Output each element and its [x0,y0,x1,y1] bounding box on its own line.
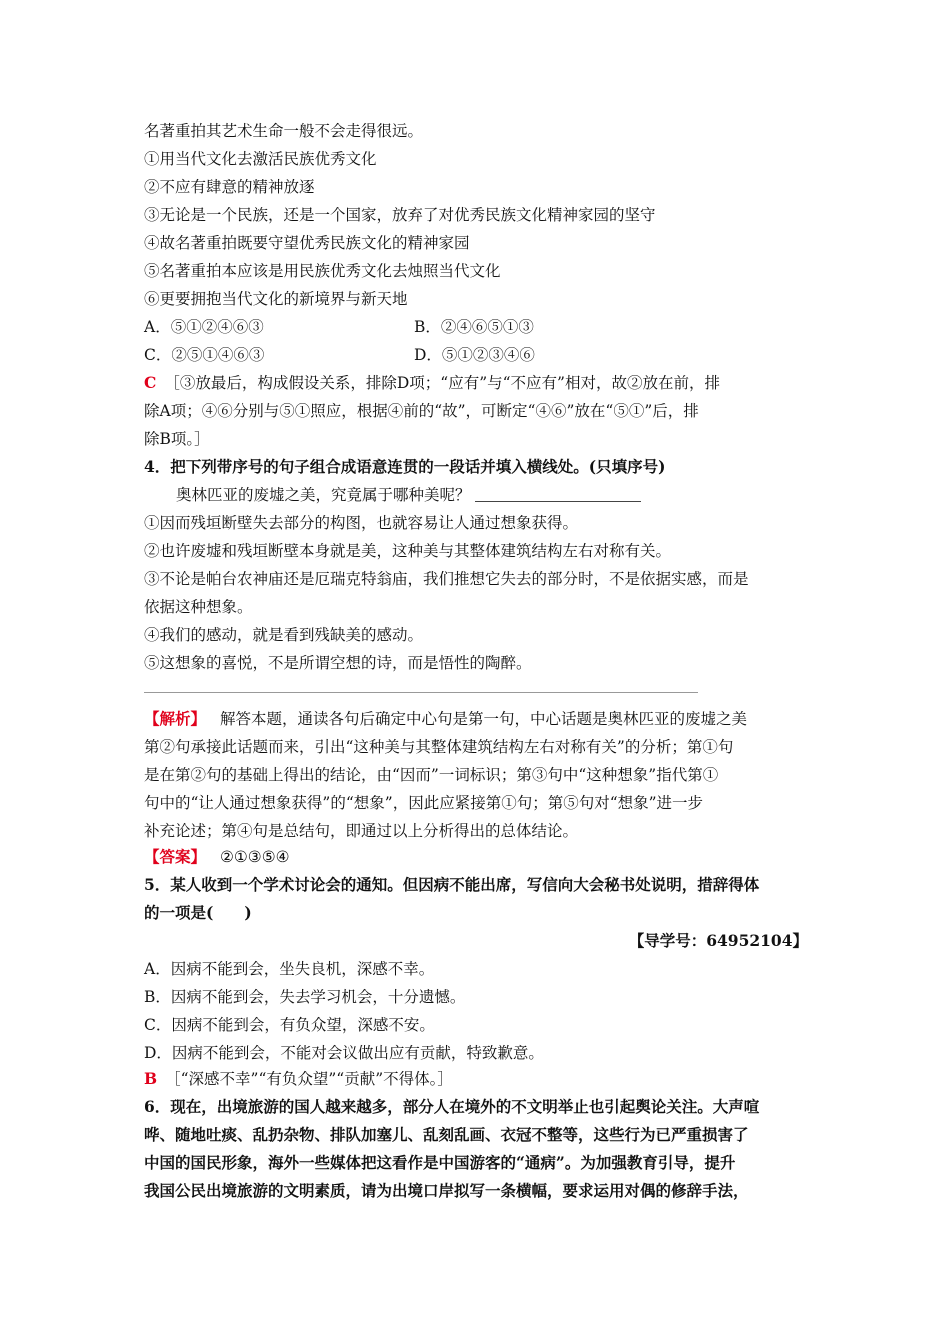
q5-guide-number: 【导学号：64952104】 [628,931,808,950]
q4-analysis-2: 第②句承接此话题而来，引出“这种美与其整体建筑结构左右对称有关”的分析；第①句 [144,738,734,756]
q4-analysis-5: 补充论述；第④句是总结句，即通过以上分析得出的总体结论。 [144,822,579,840]
analysis-tag: 【解析】 [144,709,207,728]
q4-item-4: ④我们的感动，就是看到残缺美的感动。 [144,626,424,644]
q4-prompt-line [176,484,641,506]
q3-option-c: C．②⑤①④⑥③ [144,346,265,364]
q5-stem-1: 5．某人收到一个学术讨论会的通知。但因病不能出席，写信向大会秘书处说明，措辞得体 [144,875,760,894]
q3-item-1: ①用当代文化去激活民族优秀文化 [144,150,377,168]
q5-stem-2: 的一项是( ) [144,903,252,922]
q4-analysis-1: 解答本题，通读各句后确定中心句是第一句，中心话题是奥林匹亚的废墟之美 [220,710,748,728]
q3-explanation-3: 除B项。］ [144,430,210,448]
q3-option-b: B．②④⑥⑤①③ [414,318,534,336]
q4-item-2: ②也许废墟和残垣断壁本身就是美，这种美与其整体建筑结构左右对称有关。 [144,542,672,560]
q5-option-a: A．因病不能到会，坐失良机，深感不幸。 [144,960,435,978]
q6-line-4: 我国公民出境旅游的文明素质，请为出境口岸拟写一条横幅，要求运用对偶的修辞手法， [144,1181,749,1200]
q3-item-6: ⑥更要拥抱当代文化的新境界与新天地 [144,290,408,308]
q4-item-5: ⑤这想象的喜悦，不是所谓空想的诗，而是悟性的陶醉。 [144,654,532,672]
q3-explanation-1: ［③放最后，构成假设关系，排除D项；“应有”与“不应有”相对，故②放在前，排 [164,374,720,392]
q3-option-a: A．⑤①②④⑥③ [144,318,264,336]
q4-item-3: ③不论是帕台农神庙还是厄瑞克特翁庙，我们推想它失去的部分时，不是依据实感，而是 [144,570,749,588]
q3-answer-letter: C [144,373,157,392]
q6-line-2: 哗、随地吐痰、乱扔杂物、排队加塞儿、乱刻乱画、衣冠不整等，这些行为已严重损害了 [144,1125,749,1144]
q6-line-3: 中国的国民形象，海外一些媒体把这看作是中国游客的“通病”。为加强教育引导，提升 [144,1153,736,1172]
q5-answer-letter: B [144,1069,158,1088]
q5-option-c: C．因病不能到会，有负众望，深感不安。 [144,1016,435,1034]
q5-option-d: D．因病不能到会，不能对会议做出应有贡献，特致歉意。 [144,1044,544,1062]
q3-item-5: ⑤名著重拍本应该是用民族优秀文化去烛照当代文化 [144,262,501,280]
q5-answer-line [144,1068,453,1090]
q4-prompt: 奥林匹亚的废墟之美，究竟属于哪种美呢？ [176,486,471,504]
q4-analysis-line-1 [144,708,747,730]
q3-item-3: ③无论是一个民族，还是一个国家，放弃了对优秀民族文化精神家园的坚守 [144,206,656,224]
q4-answer-line [144,846,290,868]
q6-line-1: 6．现在，出境旅游的国人越来越多，部分人在境外的不文明举止也引起舆论关注。大声喧 [144,1097,760,1116]
q3-item-2: ②不应有肆意的精神放逐 [144,178,315,196]
q4-item-3-cont: 依据这种想象。 [144,598,253,616]
q3-item-4: ④故名著重拍既要守望优秀民族文化的精神家园 [144,234,470,252]
q5-explanation: ［“深感不幸”“有负众望”“贡献”不得体。］ [165,1070,453,1088]
q3-answer-line [144,372,720,394]
q4-analysis-4: 句中的“让人通过想象获得”的“想象”，因此应紧接第①句；第⑤句对“想象”进一步 [144,794,704,812]
q4-analysis-3: 是在第②句的基础上得出的结论，由“因而”一词标识；第③句中“这种想象”指代第① [144,766,719,784]
q4-stem: 4．把下列带序号的句子组合成语意连贯的一段话并填入横线处。(只填序号) [144,457,666,476]
q3-option-d: D．⑤①②③④⑥ [414,346,535,364]
q4-item-1: ①因而残垣断壁失去部分的构图，也就容易让人通过想象获得。 [144,514,579,532]
answer-tag: 【答案】 [144,847,207,866]
q4-answer: ②①③⑤④ [220,848,290,866]
q4-answer-blank [475,485,641,502]
section-divider [144,692,698,693]
q3-lead: 名著重拍其艺术生命一般不会走得很远。 [144,122,424,140]
q5-option-b: B．因病不能到会，失去学习机会，十分遗憾。 [144,988,466,1006]
q3-explanation-2: 除A项；④⑥分别与⑤①照应，根据④前的“故”，可断定“④⑥”放在“⑤①”后，排 [144,402,699,420]
